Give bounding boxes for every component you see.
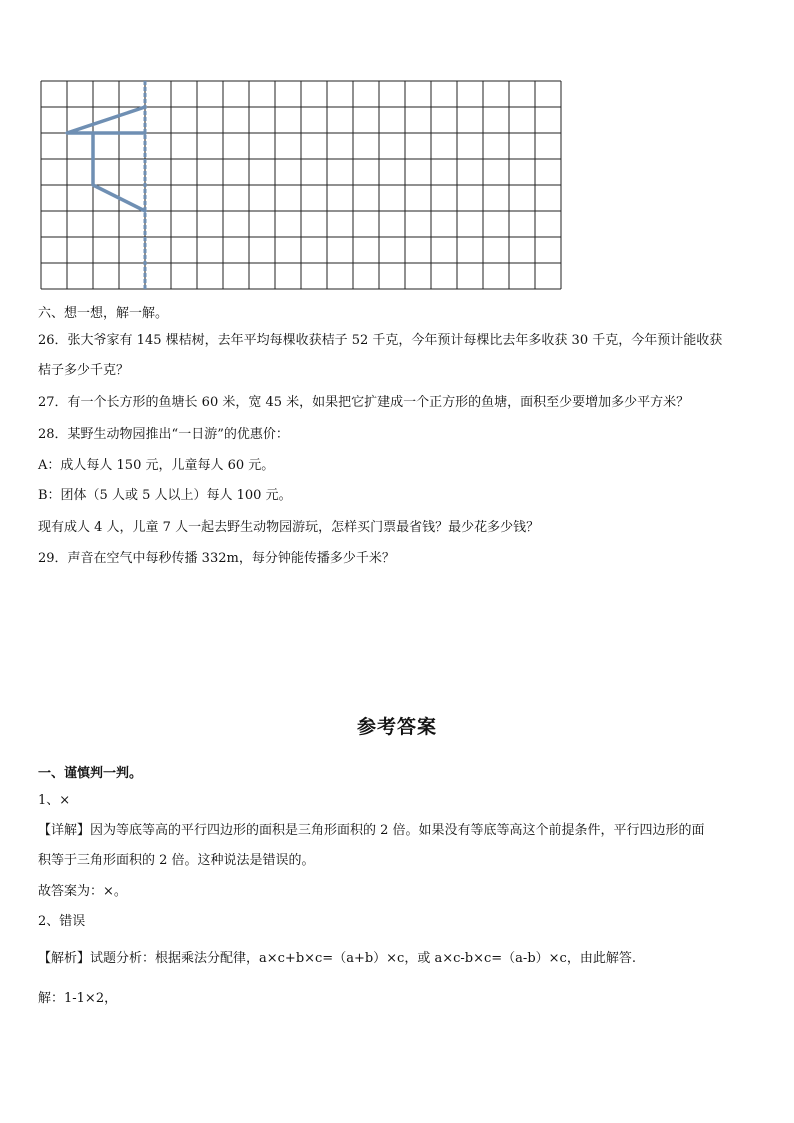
answer-2-solution: 解：1-1×2， <box>38 991 118 1006</box>
answer-1-detail-line1: 【详解】因为等底等高的平行四边形的面积是三角形面积的 2 倍。如果没有等底等高这个前提条件，平行四边形的面 <box>38 823 705 838</box>
answer-2-analysis: 【解析】试题分析：根据乘法分配律，a×c+b×c=（a+b）×c，或 a×c-b×c=（a-b）×c，由此解答. <box>38 951 636 966</box>
answer-1: 1、× <box>38 793 71 808</box>
grid-canvas <box>40 80 564 298</box>
answers-title: 参考答案 <box>356 716 437 738</box>
question-28-intro: 28．某野生动物园推出“一日游”的优惠价： <box>38 427 289 442</box>
question-26-line1: 26．张大爷家有 145 棵桔树，去年平均每棵收获桔子 52 千克，今年预计每棵比去年多收获 30 千克，今年预计能收获 <box>38 333 723 348</box>
question-28-question: 现有成人 4 人，儿童 7 人一起去野生动物园游玩，怎样买门票最省钱？最少花多少钱？ <box>38 520 540 535</box>
answer-1-conclusion: 故答案为：×。 <box>38 884 127 899</box>
answers-section1-heading: 一、谨慎判一判。 <box>38 766 143 781</box>
symmetry-grid-figure <box>40 80 564 298</box>
question-29: 29．声音在空气中每秒传播 332m，每分钟能传播多少千米？ <box>38 551 395 566</box>
question-27: 27．有一个长方形的鱼塘长 60 米，宽 45 米，如果把它扩建成一个正方形的鱼塘，面积至少要增加多少平方米？ <box>38 395 690 410</box>
answer-1-detail-line2: 积等于三角形面积的 2 倍。这种说法是错误的。 <box>38 853 315 868</box>
answer-2: 2、错误 <box>38 914 86 929</box>
question-28-option-b: B：团体（5 人或 5 人以上）每人 100 元。 <box>38 488 292 503</box>
section-six-heading: 六、想一想，解一解。 <box>38 306 169 321</box>
question-28-option-a: A：成人每人 150 元，儿童每人 60 元。 <box>38 458 275 473</box>
question-26-line2: 桔子多少千克？ <box>38 363 130 378</box>
